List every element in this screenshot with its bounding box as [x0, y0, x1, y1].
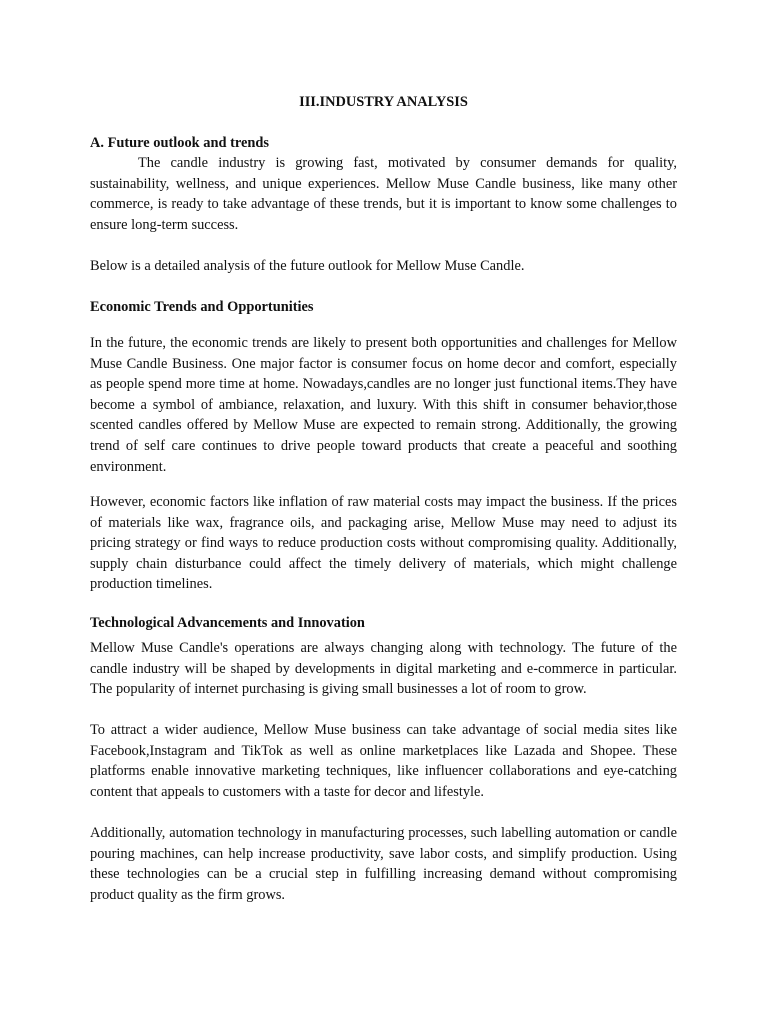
- intro-paragraph: The candle industry is growing fast, motivated by consumer demands for quality, sustainability, wellness, and unique experiences. Mellow Muse Candle business, like many other commerce, is ready to take advantage of these trends, but it is important to know some challenges to ensure long-term success.: [90, 155, 677, 233]
- economic-paragraph-1: In the future, the economic trends are likely to present both opportunities and challenges for Mellow Muse Candle Business. One major factor is consumer focus on home decor and comfort, especially as people spend more time at home. Nowadays,candles are no longer just functional items.They have become a symbol of ambiance, relaxation, and luxury. With this shift in consumer behavior,those scented candles offered by Mellow Muse are expected to remain strong. Additionally, the growing trend of self care continues to drive people toward products that create a peaceful and soothing environment.: [90, 335, 677, 475]
- analysis-intro-line: Below is a detailed analysis of the future outlook for Mellow Muse Candle.: [90, 258, 525, 274]
- tech-paragraph-3: Additionally, automation technology in manufacturing processes, such labelling automation or candle pouring machines, can help increase productivity, save labor costs, and simplify production. Using these technologies can be a crucial step in fulfilling increasing demand without compromising product quality as the firm grows.: [90, 825, 677, 903]
- section-heading-future-outlook: A. Future outlook and trends: [90, 135, 269, 151]
- page-title: III.INDUSTRY ANALYSIS: [299, 94, 468, 110]
- tech-paragraph-2: To attract a wider audience, Mellow Muse business can take advantage of social media sites like Facebook,Instagram and TikTok as well as online marketplaces like Lazada and Shopee. These platforms enable innovative marketing techniques, like influencer collaborations and eye-catching content that appeals to customers with a taste for decor and lifestyle.: [90, 722, 677, 800]
- section-heading-technological-advancements: Technological Advancements and Innovation: [90, 615, 365, 631]
- tech-paragraph-1: Mellow Muse Candle's operations are always changing along with technology. The future of the candle industry will be shaped by developments in digital marketing and e-commerce in particular. The popularity of internet purchasing is giving small businesses a lot of room to grow.: [90, 640, 677, 698]
- section-heading-economic-trends: Economic Trends and Opportunities: [90, 299, 314, 315]
- economic-paragraph-2: However, economic factors like inflation of raw material costs may impact the business. If the prices of materials like wax, fragrance oils, and packaging arise, Mellow Muse may need to adjust its pricing strategy or find ways to reduce production costs without compromising quality. Additionally, supply chain disturbance could affect the timely delivery of materials, which might challenge production timelines.: [90, 494, 677, 593]
